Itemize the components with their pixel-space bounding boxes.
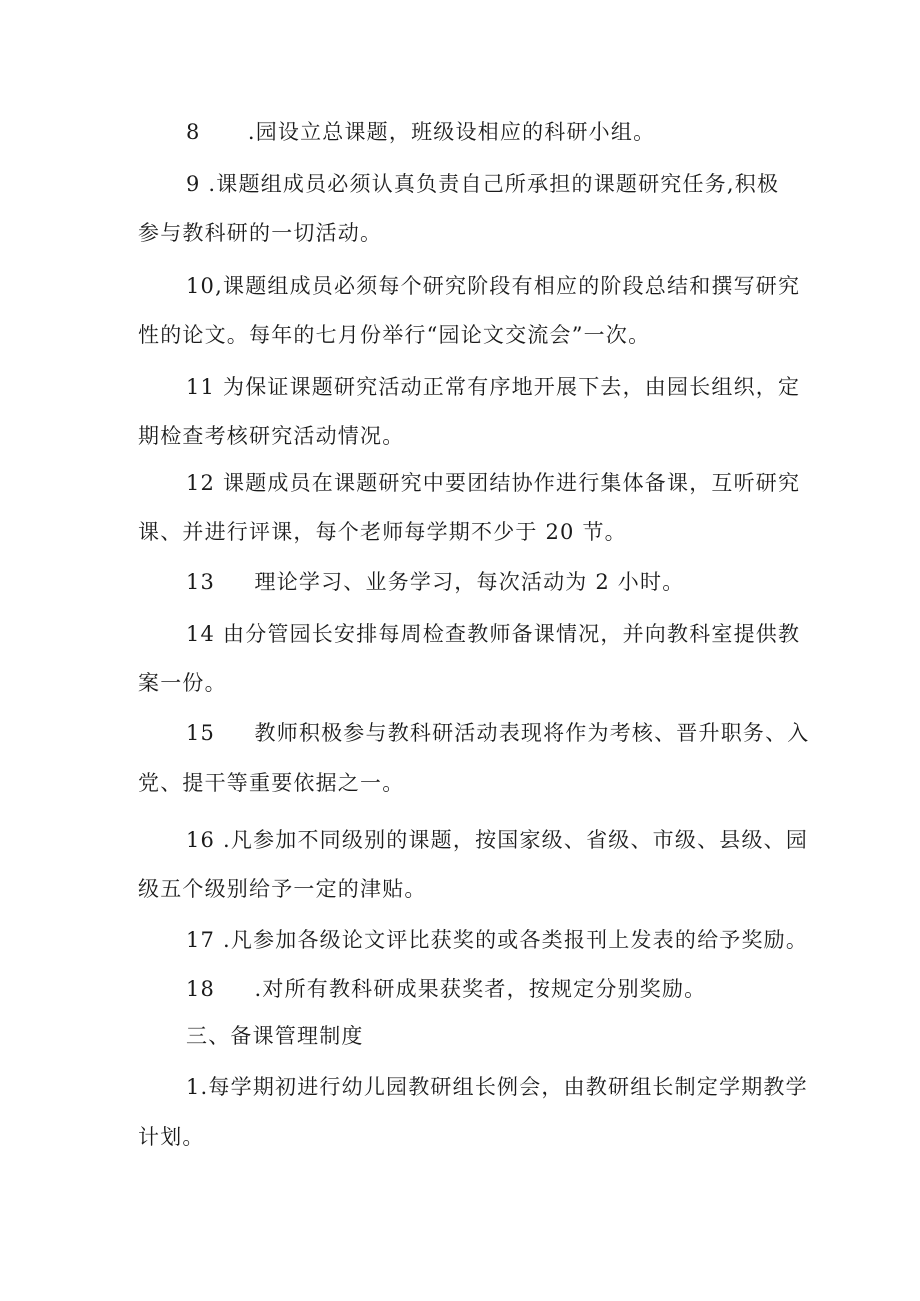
item-12-line-1: 12 课题成员在课题研究中要团结协作进行集体备课，互听研究: [186, 471, 801, 495]
item-8-line: 8 .园设立总课题，班级设相应的科研小组。: [186, 120, 656, 144]
prep-item-1-line-2: 计划。: [138, 1125, 205, 1149]
item-12-line-2: 课、并进行评课，每个老师每学期不少于 20 节。: [138, 520, 627, 544]
item-17-line: 17 .凡参加各级论文评比获奖的或各类报刊上发表的给予奖励。: [186, 928, 809, 952]
item-10-line-2: 性的论文。每年的七月份举行“园论文交流会”一次。: [138, 323, 651, 347]
item-11-line-2: 期检查考核研究活动情况。: [138, 424, 405, 448]
item-14-line-1: 14 由分管园长安排每周检查教师备课情况，并向教科室提供教: [186, 622, 801, 646]
item-9-line-2: 参与教科研的一切活动。: [138, 221, 383, 245]
item-15-line-2: 党、提干等重要依据之一。: [138, 771, 405, 795]
item-18-line: 18 .对所有教科研成果获奖者，按规定分别奖励。: [186, 977, 707, 1001]
item-11-line-1: 11 为保证课题研究活动正常有序地开展下去，由园长组织，定: [186, 375, 801, 399]
prep-item-1-line-1: 1.每学期初进行幼儿园教研组长例会，由教研组长制定学期教学: [186, 1075, 808, 1099]
item-9-line-1: 9 .课题组成员必须认真负责自己所承担的课题研究任务,积极: [186, 172, 780, 196]
item-16-line-2: 级五个级别给予一定的津贴。: [138, 877, 427, 901]
item-10-line-1: 10,课题组成员必须每个研究阶段有相应的阶段总结和撰写研究: [186, 274, 801, 298]
item-15-line-1: 15 教师积极参与教科研活动表现将作为考核、晋升职务、入: [186, 721, 810, 745]
item-16-line-1: 16 .凡参加不同级别的课题，按国家级、省级、市级、县级、园: [186, 828, 809, 852]
item-13-line: 13 理论学习、业务学习，每次活动为 2 小时。: [186, 570, 685, 594]
section-heading: 三、备课管理制度: [186, 1024, 364, 1048]
item-14-line-2: 案一份。: [138, 671, 227, 695]
